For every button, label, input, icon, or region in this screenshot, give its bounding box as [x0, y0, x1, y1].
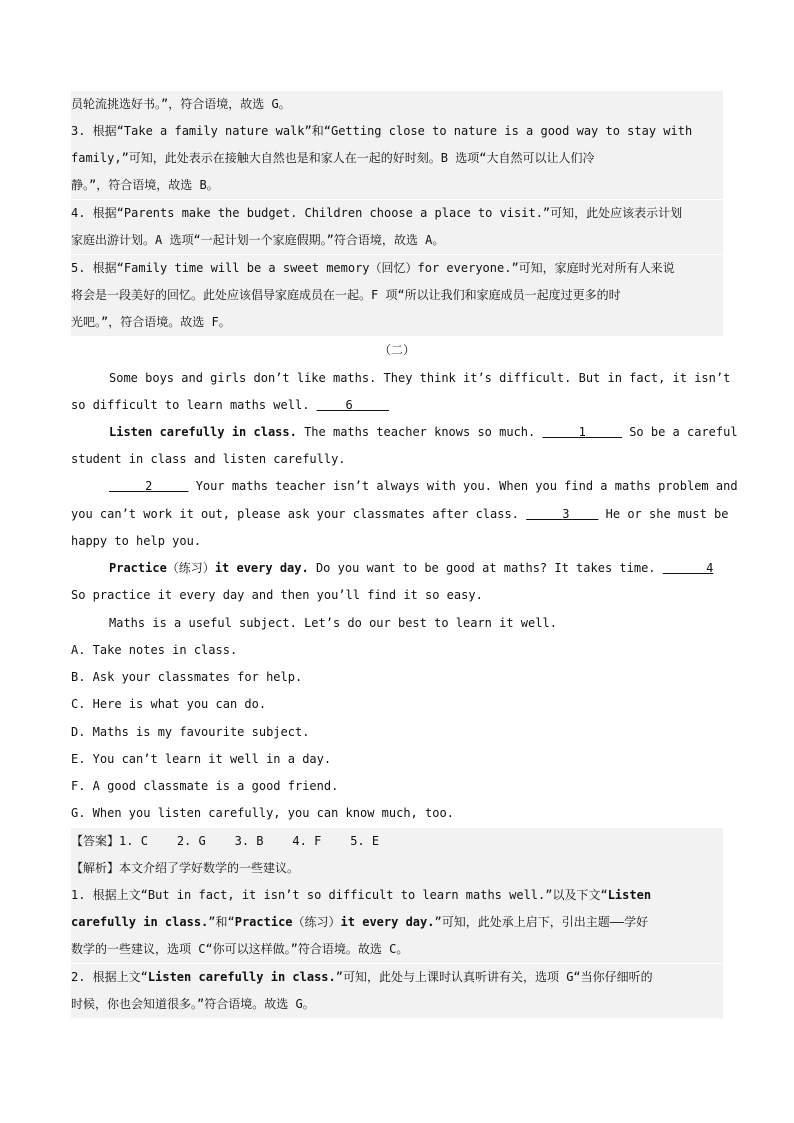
passage-text: （练习） [166, 561, 215, 575]
passage-line [71, 473, 738, 500]
passage-line: happy to help you. [71, 534, 202, 548]
analysis-line: 时候，你也会知道很多。”符合语境。故选 G。 [71, 991, 723, 1018]
blank-number: 3 [562, 507, 570, 521]
option-f: F. A good classmate is a good friend. [71, 779, 339, 793]
blank-6 [317, 392, 389, 419]
passage-text: He or she must be [598, 507, 729, 521]
analysis-text: ”可知，此处与上课时认真听讲有关，选项 G“当你仔细听的 [335, 970, 653, 984]
blank-3 [526, 501, 598, 528]
blank-2 [109, 473, 188, 500]
explanation-line: 5. 根据“Family time will be a sweet memory（回忆）for everyone.”可知，家庭时光对所有人来说 [71, 255, 723, 282]
explanation-line: 光吧。”，符合语境。故选 F。 [71, 309, 723, 336]
option-g: G. When you listen carefully, you can know much, too. [71, 806, 454, 820]
passage-text: The maths teacher knows so much. [296, 425, 543, 439]
passage-text: you can’t work it out, please ask your classmates after class. [71, 507, 527, 521]
analysis-text: 2. 根据上文“ [71, 970, 148, 984]
passage-line: Maths is a useful subject. Let’s do our best to learn it well. [109, 616, 557, 630]
topic-sentence: it every day. [214, 561, 309, 575]
explanation-line: family,”可知，此处表示在接触大自然也是和家人在一起的好时刻。B 选项“大自然可以让人们冷 [71, 145, 723, 172]
passage-line: student in class and listen carefully. [71, 452, 346, 466]
passage-text: Do you want to be good at maths? It takes time. [308, 561, 663, 575]
analysis-quote: Practice [234, 915, 293, 929]
passage-line: Some boys and girls don’t like maths. They think it’s difficult. But in fact, it isn’t [109, 371, 731, 385]
option-c: C. Here is what you can do. [71, 697, 267, 711]
answer-line [71, 828, 723, 855]
explanation-line: 3. 根据“Take a family nature walk”和“Getting close to nature is a good way to stay with [71, 118, 723, 145]
analysis-intro: 本文介绍了学好数学的一些建议。 [119, 861, 300, 875]
explanation-line: 员轮流挑选好书。”，符合语境，故选 G。 [71, 91, 723, 118]
analysis-line: 数学的一些建议，选项 C“你可以这样做。”符合语境。故选 C。 [71, 936, 723, 963]
option-e: E. You can’t learn it well in a day. [71, 752, 332, 766]
passage-line [71, 419, 738, 446]
explanation-line: 家庭出游计划。A 选项“一起计划一个家庭假期。”符合语境，故选 A。 [71, 227, 723, 254]
analysis-label: 【解析】 [71, 861, 120, 875]
analysis-text: ”和“ [208, 915, 235, 929]
analysis-quote: it every day. [340, 915, 435, 929]
passage-text: Your maths teacher isn’t always with you. When you find a maths problem and [188, 479, 738, 493]
analysis-text: ”可知，此处承上启下，引出主题——学好 [434, 915, 649, 929]
answer-label: 【答案】 [71, 834, 120, 848]
blank-number: 6 [345, 398, 353, 412]
option-b: B. Ask your classmates for help. [71, 670, 303, 684]
blank-4 [663, 555, 714, 582]
analysis-quote: Listen carefully in class. [147, 970, 336, 984]
analysis-text: （练习） [292, 915, 341, 929]
blank-number: 2 [145, 479, 153, 493]
passage-text: So be a careful [621, 425, 738, 439]
blank-number: 1 [578, 425, 586, 439]
topic-sentence: Practice [109, 561, 167, 575]
explanation-line: 将会是一段美好的回忆。此处应该倡导家庭成员在一起。F 项“所以让我们和家庭成员一起度过更多的时 [71, 282, 723, 309]
option-a: A. Take notes in class. [71, 643, 238, 657]
analysis-line [71, 909, 723, 936]
analysis-quote: carefully in class. [71, 915, 209, 929]
passage-line [71, 392, 723, 419]
answer-text: 1. C 2. G 3. B 4. F 5. E [119, 834, 380, 848]
passage-line [71, 501, 729, 528]
option-d: D. Maths is my favourite subject. [71, 725, 310, 739]
blank-1 [542, 419, 621, 446]
passage-line [71, 555, 723, 582]
analysis-line [71, 882, 723, 909]
topic-sentence: Listen carefully in class. [109, 425, 297, 439]
passage-line: So practice it every day and then you’ll find it so easy. [71, 588, 483, 602]
blank-number: 4 [706, 561, 714, 575]
explanation-line: 4. 根据“Parents make the budget. Children choose a place to visit.”可知，此处应该表示计划 [71, 200, 723, 227]
section-title: （二） [378, 343, 415, 357]
analysis-line [71, 964, 723, 991]
analysis-line [71, 855, 723, 882]
analysis-quote: Listen [607, 888, 652, 902]
explanation-line: 静。”，符合语境，故选 B。 [71, 172, 723, 199]
passage-text: so difficult to learn maths well. [71, 398, 317, 412]
analysis-text: 1. 根据上文“But in fact, it isn’t so difficult to learn maths well.”以及下文“ [71, 888, 608, 902]
